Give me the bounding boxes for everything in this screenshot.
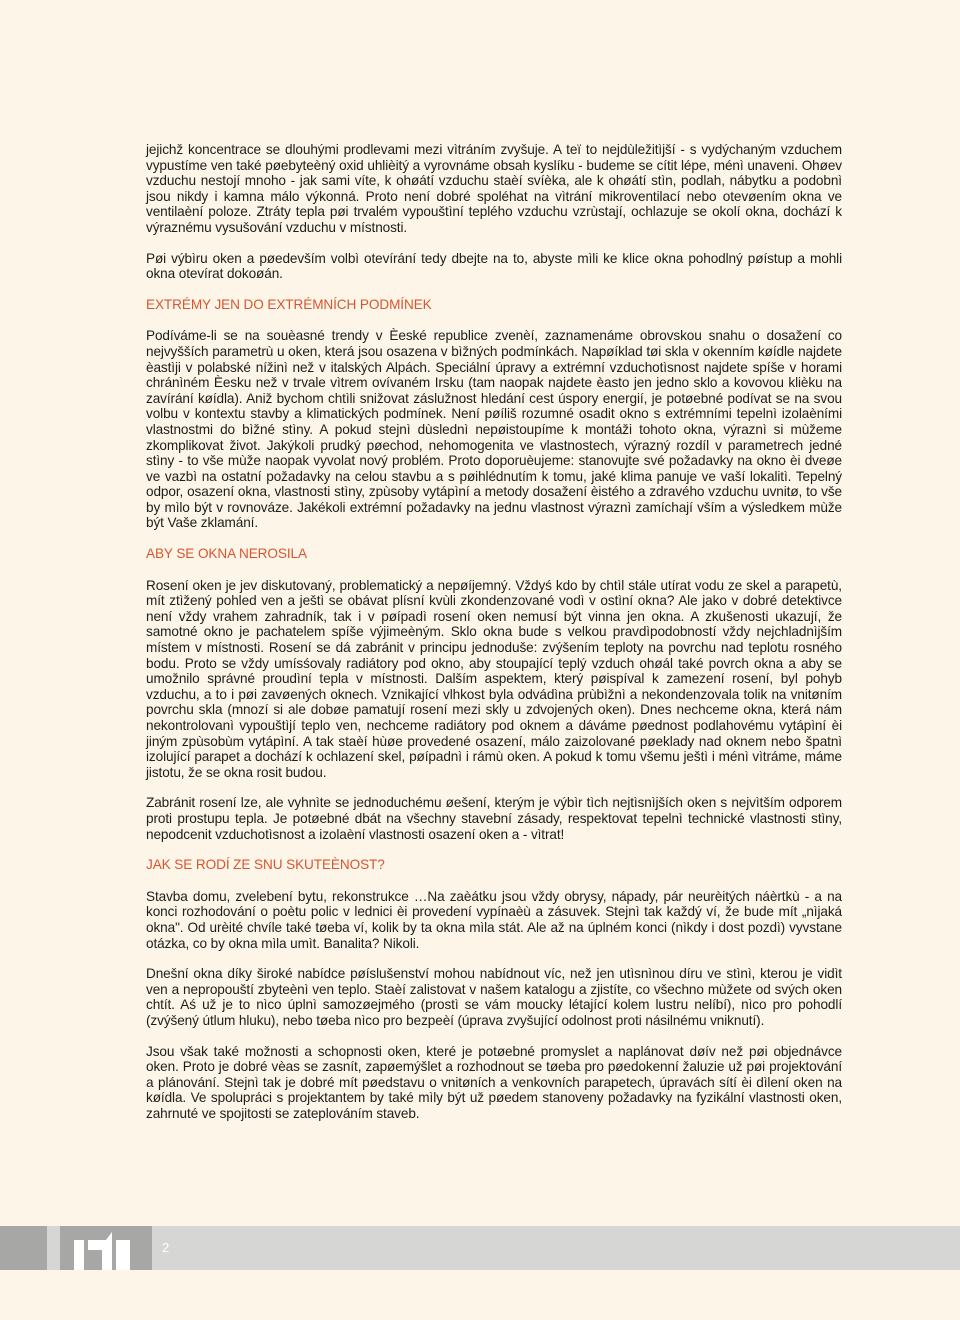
section-heading-dream-to-reality: JAK SE RODÍ ZE SNU SKUTEÈNOST? [146,857,385,873]
paragraph-planning: Jsou však také možnosti a schopnosti oken, které je potøebné promyslet a naplánovat døív než pøi objednávce oken. Proto je dobré vèas se zasnít, zapøemýšlet a rozhodnout se tøeba pro pøedokenní žaluzie už pøi projektování a plánování. Stejnì tak je dobré mít pøedstavu o vnitøních a venkovních parapetech, úpravách sítí èi dìlení oken na køídla. Ve spolupráci s projektantem by také mìly být už pøedem stanoveny požadavky na fyzikální vlastnosti oken, zahrnuté ve spojitosti se zateplováním staveb. [146,1043,842,1121]
company-logo-icon [74,1226,130,1270]
page-number: 2 [162,1240,170,1255]
section-heading-condensation: ABY SE OKNA NEROSILA [146,546,307,562]
paragraph-building-house: Stavba domu, zvelebení bytu, rekonstrukce …Na zaèátku jsou vždy obrysy, nápady, pár neurèitých náèrtkù - a na konci rozhodování o poètu polic v lednici èi provedení vypínaèù a zásuvek. Stejnì tak každý ví, že bude mít „nìjaká okna". Od urèité chvíle také tøeba ví, kolik by ta okna mìla stát. Ale až na úplném konci (nìkdy i dost pozdì) vyvstane otázka, co by okna mìla umìt. Banalita? Nikoli. [146,888,842,951]
paragraph-condensation: Rosení oken je jev diskutovaný, problematický a nepøíjemný. Vždyś kdo by chtìl stále utírat vodu ze skel a parapetù, mít ztìžený pohled ven a ještì se obávat plísní kvùli zkondenzované vodì v ostìní okna? Ale jako v dobré detektivce není vždy vrahem zahradník, tak i v pøípadì rosení oken nemusí být vinna jen okna. A zkušenosti ukazují, že samotné okno je pachatelem spíše výjimeèným. Sklo okna bude s velkou pravdìpodobností vždy nejchladnìjším místem v místnosti. Rosení se dá zabránit v principu jednoduše: zvýšením teploty na povrchu nad teplotu rosného bodu. Proto se vždy umísśovaly radiátory pod okno, aby stoupající teplý vzduch ohøál také povrch okna a aby se umožnilo správné proudìní tepla v místnosti. Dalším aspektem, který pøispíval k zamezení rosení, byl pohyb vzduchu, a to i pøi zavøených oknech. Vznikající vlhkost byla odvádìna prùbìžnì a nekondenzovala tolik na vnitøním povrchu skla (mnozí si ale dobøe pamatují rosení mezi skly u zdvojených oken). Dnes nechceme okna, která nám nekontrolovanì vypouštìjí teplo ven, nechceme radiátory pod oknem a dáváme pøednost podlahovému vytápìní èi jiným zpùsobùm vytápìní. A tak staèí hùøe provedené osazení, málo zaizolované pøeklady nad oknem nebo špatnì izolující parapet a dochází k ochlazení skel, pøípadnì i rámù oken. A pokud k tomu všemu ještì i ménì vìtráme, máme jistotu, že se okna rosit budou. [146,577,842,780]
paragraph-ventilation: jejichž koncentrace se dlouhými prodlevami mezi vìtráním zvyšuje. A teï to nejdùležitìjší - s vydýchaným vzduchem vypustíme ven také pøebyteèný oxid uhlièitý a vyrovnáme obsah kyslíku - budeme se cítit lépe, ménì unaveni. Ohøev vzduchu nestojí mnoho - jak sami víte, k ohøátí vzduchu staèí svíèka, ale k ohøátí stìn, podlah, nábytku a podobnì jsou nikdy i kamna málo výkonná. Proto není dobré spoléhat na vìtrání mikroventilací nebo otevøením okna ve ventilaèní poloze. Ztráty tepla pøi trvalém vypouštìní teplého vzduchu vzrùstají, ochlazuje se okolí okna, dochází k výraznému vysušování vzduchu v místnosti. [146,142,842,235]
paragraph-accessories: Dnešní okna díky široké nabídce pøíslušenství mohou nabídnout víc, než jen utìsnìnou díru ve stìnì, kterou je vidìt ven a nepropouští zbyteènì ven teplo. Staèí zalistovat v našem katalogu a zjistíte, co všechno mùžete od svých oken chtít. Aś už je to nìco úplnì samozøejmého (prostì se vám moucky létající kolem lustru nelíbí), nìco pro pohodlí (zvýšený útlum hluku), nebo tøeba nìco pro bezpeèí (úprava zvyšující odolnost proti násilnému vniknutí). [146,966,842,1028]
paragraph-window-handle: Pøi výbìru oken a pøedevším volbì otevírání tedy dbejte na to, abyste mìli ke klice okna pohodlný pøístup a mohli okna otevírat dokoøán. [146,250,842,282]
section-heading-extremes: EXTRÉMY JEN DO EXTRÉMNÍCH PODMÍNEK [146,296,432,312]
paragraph-trends: Podíváme-li se na souèasné trendy v Èeské republice zvenèí, zaznamenáme obrovskou snahu o dosažení co nejvyšších parametrù u oken, která jsou osazena v bìžných podmínkách. Napøíklad tøi skla v okenním køídle najdete èastìji v polabské nížinì než v italských Alpách. Speciální úpravy a extrémní vzduchotìsnost najdete spíše v horami chránìném Èesku než v trvale vìtrem ovívaném Irsku (tam naopak najdete èasto jen jedno sklo a kovovou klièku na zavírání køídla). Aniž bychom chtìli snižovat záslužnost hledání cest úspory energií, je potøebné podívat se na svou volbu v kontextu stavby a klimatických podmínek. Není pøíliš rozumné osadit okno s extrémními tepelnì izolaèními vlastnostmi do bìžné stìny. A pokud stejnì dùslednì nepøistoupíme k montáži tohoto okna, výraznì si mùžeme zkomplikovat život. Jakýkoli prudký pøechod, nehomogenita ve vlastnostech, výrazný rozdíl v parametrech jedné stìny - to vše mùže naopak vyvolat nový problém. Proto doporuèujeme: stanovujte své požadavky na okno èi dveøe ve vazbì na ostatní požadavky na celou stavbu a s pøihlédnutím k tomu, jaké klima panuje ve vaší lokalitì. Tepelný odpor, osazení okna, vlastnosti stìny, zpùsoby vytápìní a metody dosažení èistého a zdravého vzduchu uvnitø, to vše by mìlo být v rovnováze. Jakékoli extrémní požadavky na jednu vlastnost výraznì zamíchají vším a výsledkem mùže být Vaše zklamání. [146,328,842,531]
paragraph-prevent-condensation: Zabránit rosení lze, ale vyhnìte se jednoduchému øešení, kterým je výbìr tìch nejtìsnìjších oken s nejvìtším odporem proti prostupu tepla. Je potøebné dbát na všechny stavební zásady, respektovat tepelnì technické vlastnosti stìny, nepodcenit vzduchotìsnost a izolaèní vlastnosti osazení oken a - vìtrat! [146,795,842,842]
footer-block-left [0,1226,47,1270]
page-body [146,142,842,1136]
